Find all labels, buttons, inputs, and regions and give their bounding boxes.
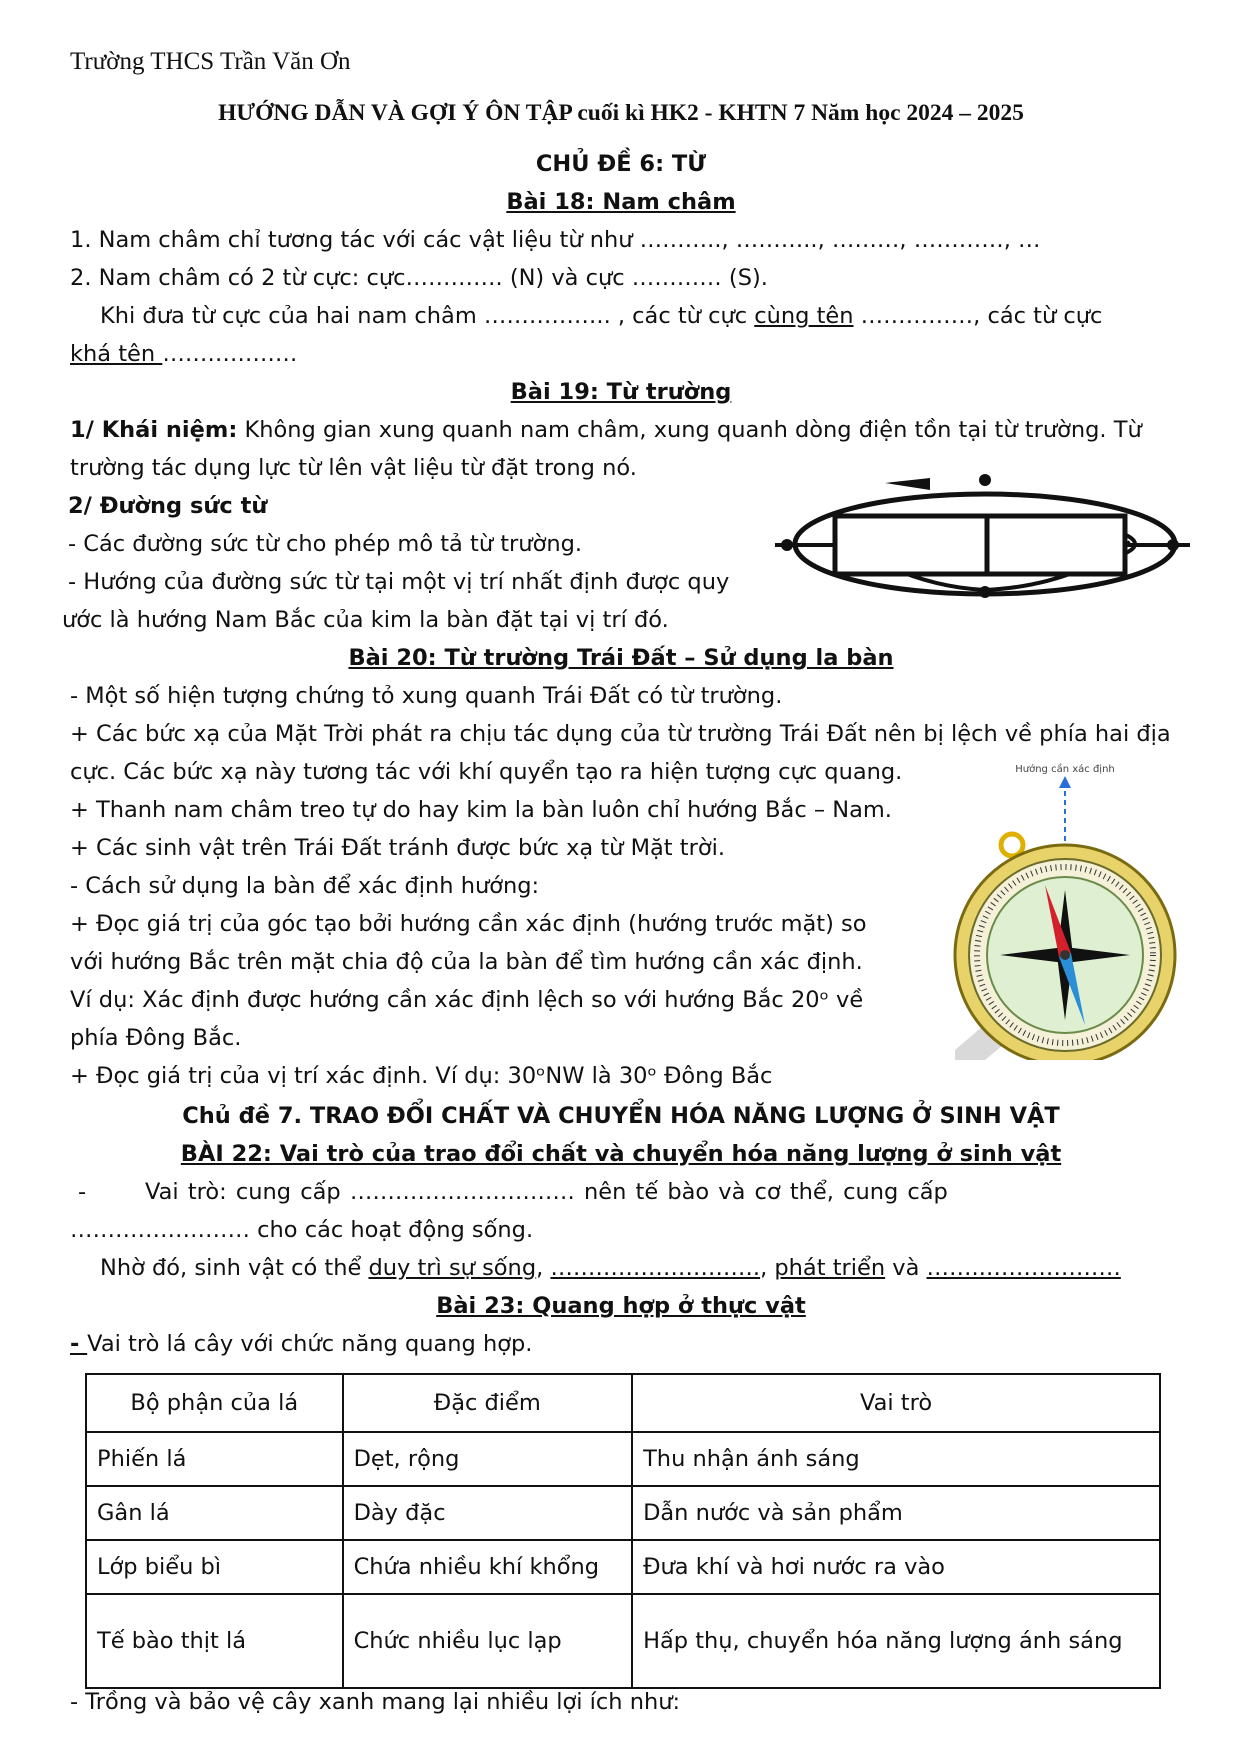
bai22-line2: …………………… cho các hoạt động sống. <box>70 1217 534 1243</box>
leaf-parts-table <box>85 1373 1161 1689</box>
compass-direction-label: Hướng cần xác định <box>1015 764 1115 775</box>
bai20-line4: + Thanh nam châm treo tự do hay kim la bàn luôn chỉ hướng Bắc – Nam. <box>70 797 892 823</box>
bai23-after: - Trồng và bảo vệ cây xanh mang lại nhiều lợi ích như: <box>70 1689 681 1715</box>
field-dot <box>979 586 991 598</box>
text-fragment: ……………, các từ cực <box>853 303 1103 329</box>
bai18-line4 <box>70 340 297 368</box>
blank: ………………………. <box>550 1255 761 1281</box>
bai20-line1: - Một số hiện tượng chứng tỏ xung quanh Trái Đất có từ trường. <box>70 683 783 709</box>
text-fragment: ……………… <box>162 341 298 367</box>
table-cell: Phiến lá <box>86 1432 343 1486</box>
table-cell: Dẹt, rộng <box>343 1432 633 1486</box>
school-name: Trường THCS Trần Văn Ơn <box>70 48 351 75</box>
table-cell: Chứa nhiều khí khổng <box>343 1540 633 1594</box>
bai20-line11: + Đọc giá trị của vị trí xác định. Ví dụ: 30ᵒNW là 30ᵒ Đông Bắc <box>70 1063 773 1089</box>
compass-pivot <box>1060 950 1070 960</box>
bai18-line3 <box>100 302 1102 330</box>
bai20-line9: Ví dụ: Xác định được hướng cần xác định lệch so với hướng Bắc 20ᵒ về <box>70 987 864 1013</box>
table-cell: Đưa khí và hơi nước ra vào <box>632 1540 1160 1594</box>
field-lines-text3: ước là hướng Nam Bắc của kim la bàn đặt tại vị trí đó. <box>62 607 669 633</box>
underlined-term: duy trì sự sống <box>368 1255 537 1281</box>
bai20-line8: với hướng Bắc trên mặt chia độ của la bàn để tìm hướng cần xác định. <box>70 949 863 975</box>
field-dot <box>979 474 991 486</box>
concept-label: 1/ Khái niệm: <box>70 417 238 443</box>
bai20-line5: + Các sinh vật trên Trái Đất tránh được bức xạ từ Mặt trời. <box>70 835 725 861</box>
table-cell: Dày đặc <box>343 1486 633 1540</box>
bai19-title: Bài 19: Từ trường <box>510 379 732 405</box>
field-dot <box>1167 539 1179 551</box>
text-fragment: , <box>536 1255 551 1281</box>
dash: - <box>70 1331 88 1357</box>
magnet-field-diagram <box>770 472 1200 632</box>
table-cell: Thu nhận ánh sáng <box>632 1432 1160 1486</box>
field-lines-label: 2/ Đường sức từ <box>68 493 268 519</box>
table-row <box>86 1432 1160 1486</box>
text-fragment: Nhờ đó, sinh vật có thể <box>100 1255 369 1281</box>
table-header: Đặc điểm <box>343 1374 633 1432</box>
bar-magnet <box>835 516 1125 574</box>
bai22-title: BÀI 22: Vai trò của trao đổi chất và chuyển hóa năng lượng ở sinh vật <box>180 1141 1062 1167</box>
concept-text: Không gian xung quanh nam châm, xung quanh dòng điện tồn tại từ trường. Từ <box>237 417 1142 443</box>
blank: ……..……………… <box>926 1255 1121 1281</box>
topic6-heading: CHỦ ĐỀ 6: TỪ <box>535 151 707 177</box>
field-lines-text1: - Các đường sức từ cho phép mô tả từ trường. <box>68 531 583 557</box>
table-header-row <box>86 1374 1160 1432</box>
underlined-term: phát triển <box>774 1255 886 1281</box>
topic7-heading: Chủ đề 7. TRAO ĐỔI CHẤT VÀ CHUYỂN HÓA NĂNG LƯỢNG Ở SINH VẬT <box>182 1103 1060 1129</box>
bai20-title: Bài 20: Từ trường Trái Đất – Sử dụng la bàn <box>348 645 894 671</box>
bai22-line3 <box>100 1254 1121 1282</box>
table-row <box>86 1540 1160 1594</box>
field-lines-text2: - Hướng của đường sức từ tại một vị trí nhất định được quy <box>68 569 730 595</box>
bai20-line10: phía Đông Bắc. <box>70 1025 242 1051</box>
compass-figure <box>945 760 1185 1060</box>
bai18-line1: 1. Nam châm chỉ tương tác với các vật liệu từ như ……….., ……….., ………, …………, … <box>70 227 1041 253</box>
bai22-line1: Vai trò: cung cấp ………………………… nên tế bào và cơ thể, cung cấp <box>145 1179 948 1205</box>
bai18-title: Bài 18: Nam châm <box>506 189 736 215</box>
bai22-dash: - <box>78 1179 87 1205</box>
compass-ring-handle <box>1001 834 1023 856</box>
table-cell: Tế bào thịt lá <box>86 1594 343 1688</box>
bai23-intro <box>70 1330 532 1358</box>
intro-text: Vai trò lá cây với chức năng quang hợp. <box>87 1331 533 1357</box>
table-cell: Lớp biểu bì <box>86 1540 343 1594</box>
table-cell: Chức nhiều lục lạp <box>343 1594 633 1688</box>
field-dot <box>781 539 793 551</box>
bai20-line2: + Các bức xạ của Mặt Trời phát ra chịu tác dụng của từ trường Trái Đất nên bị lệch về phía hai địa <box>70 721 1171 747</box>
text-fragment: , <box>760 1255 775 1281</box>
document-title: HƯỚNG DẪN VÀ GỢI Ý ÔN TẬP cuối kì HK2 - KHTN 7 Năm học 2024 – 2025 <box>218 100 1024 126</box>
table-cell: Dẫn nước và sản phẩm <box>632 1486 1160 1540</box>
underlined-term: cùng tên <box>754 303 854 329</box>
table-cell: Hấp thụ, chuyển hóa năng lượng ánh sáng <box>632 1594 1160 1688</box>
table-cell: Gân lá <box>86 1486 343 1540</box>
table-header: Vai trò <box>632 1374 1160 1432</box>
underlined-term: khá tên <box>70 341 163 367</box>
bai20-line7: + Đọc giá trị của góc tạo bởi hướng cần xác định (hướng trước mặt) so <box>70 911 867 937</box>
bai23-title: Bài 23: Quang hợp ở thực vật <box>436 1293 806 1319</box>
text-fragment: Khi đưa từ cực của hai nam châm …………….. , các từ cực <box>100 303 755 329</box>
table-row <box>86 1594 1160 1688</box>
bai20-line6: - Cách sử dụng la bàn để xác định hướng: <box>70 873 540 899</box>
bai20-line3: cực. Các bức xạ này tương tác với khí quyển tạo ra hiện tượng cực quang. <box>70 759 903 785</box>
field-arrow-icon <box>885 478 930 490</box>
text-fragment: và <box>885 1255 927 1281</box>
bai18-line2: 2. Nam châm có 2 từ cực: cực…………. (N) và cực ………… (S). <box>70 265 768 291</box>
table-header: Bộ phận của lá <box>86 1374 343 1432</box>
bai19-concept <box>70 416 1142 444</box>
direction-arrow-icon <box>1059 776 1071 788</box>
bai19-concept-cont: trường tác dụng lực từ lên vật liệu từ đặt trong nó. <box>70 455 637 481</box>
table-row <box>86 1486 1160 1540</box>
